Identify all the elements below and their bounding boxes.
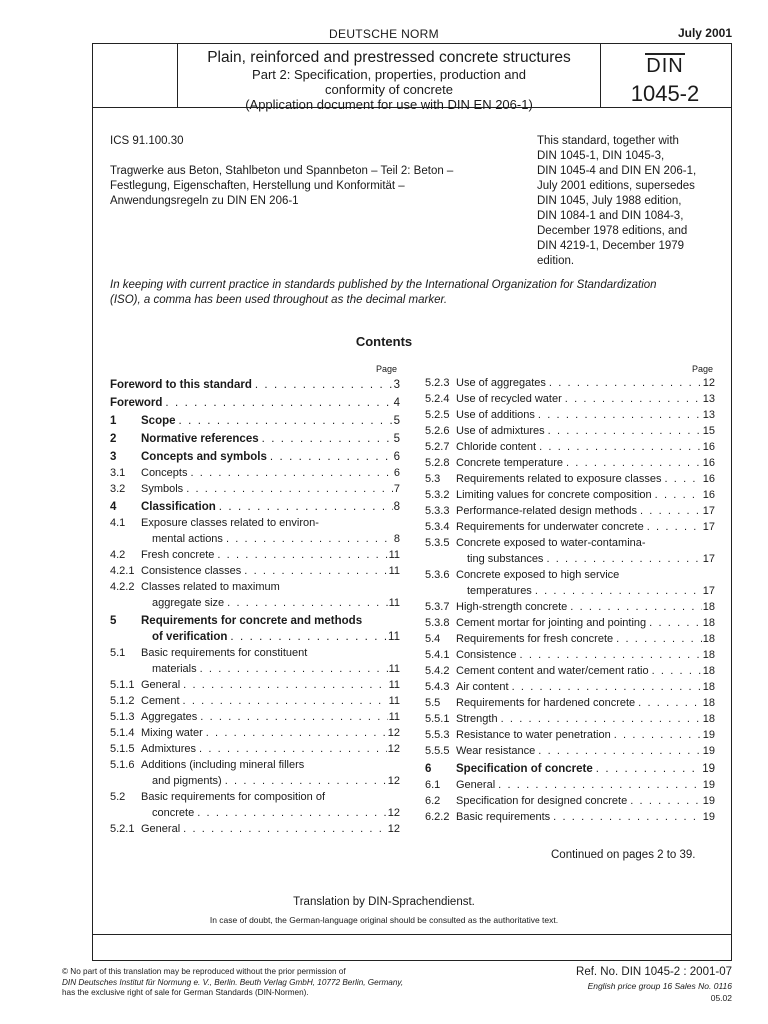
toc-entry-title: Requirements for concrete and methods bbox=[141, 615, 363, 627]
toc-entry-number: 3.1 bbox=[110, 467, 126, 479]
toc-entry-number: 5.1.6 bbox=[110, 759, 135, 771]
toc-page-number: 11 bbox=[388, 695, 400, 707]
toc-leader-dots bbox=[661, 471, 701, 487]
toc-entry-number: 4.2.1 bbox=[110, 565, 135, 577]
toc-entry-number: 5.2.7 bbox=[425, 441, 450, 453]
toc-entry-title: Concrete exposed to high service bbox=[456, 569, 620, 581]
toc-page-number: 17 bbox=[702, 521, 715, 533]
toc-leader-dots bbox=[646, 615, 702, 631]
toc-entry-title: and pigments) bbox=[152, 775, 222, 787]
toc-leader-dots bbox=[644, 519, 702, 535]
toc-entry-number: 5.3 bbox=[425, 473, 441, 485]
toc-entry bbox=[425, 423, 715, 439]
toc-entry-title: Specification for designed concrete bbox=[456, 795, 628, 807]
toc-entry-title: Additions (including mineral fillers bbox=[141, 759, 305, 771]
toc-entry-title: Aggregates bbox=[141, 711, 198, 723]
toc-page-number: 8 bbox=[393, 533, 400, 545]
toc-entry bbox=[425, 391, 715, 407]
toc-leader-dots bbox=[252, 377, 393, 393]
toc-leader-dots bbox=[567, 599, 701, 615]
toc-page-number: 11 bbox=[388, 631, 400, 643]
toc-entry-title: Classification bbox=[141, 501, 216, 513]
toc-entry-number: 5.2.1 bbox=[110, 823, 135, 835]
toc-entry-title: Foreword to this standard bbox=[110, 379, 252, 391]
supersedes-line: edition. bbox=[537, 255, 575, 267]
toc-entry-title: Basic requirements bbox=[456, 811, 551, 823]
toc-entry bbox=[110, 395, 400, 411]
edition-code: 05.02 bbox=[710, 993, 732, 1003]
toc-page-number: 12 bbox=[387, 775, 400, 787]
toc-entry-title: Wear resistance bbox=[456, 745, 536, 757]
toc-page-number: 6 bbox=[393, 467, 400, 479]
toc-entry-title: Resistance to water penetration bbox=[456, 729, 611, 741]
toc-page-number: 8 bbox=[393, 501, 400, 513]
toc-entry bbox=[110, 431, 400, 447]
continued-note: Continued on pages 2 to 39. bbox=[551, 849, 696, 861]
toc-page-number: 11 bbox=[388, 597, 400, 609]
toc-leader-dots bbox=[223, 531, 393, 547]
translation-credit: Translation by DIN-Sprachendienst. bbox=[293, 896, 475, 908]
toc-entry-number: 5.2.3 bbox=[425, 377, 450, 389]
toc-entry-title: Foreword bbox=[110, 397, 163, 409]
toc-page-number: 11 bbox=[388, 565, 400, 577]
supersedes-line: DIN 1045, July 1988 edition, bbox=[537, 195, 682, 207]
toc-page-number: 6 bbox=[393, 451, 400, 463]
toc-entry-title: Use of recycled water bbox=[456, 393, 562, 405]
toc-page-number: 17 bbox=[702, 553, 715, 565]
toc-page-number: 13 bbox=[702, 409, 715, 421]
toc-entry bbox=[425, 471, 715, 487]
toc-entry-title: Use of additions bbox=[456, 409, 535, 421]
decimal-marker-note bbox=[110, 278, 720, 308]
supersedes-line: DIN 4219-1, December 1979 bbox=[537, 240, 685, 252]
toc-page-number: 12 bbox=[387, 743, 400, 755]
toc-leader-dots bbox=[216, 499, 393, 515]
supersedes-line: DIN 1045-4 and DIN EN 206-1, bbox=[537, 165, 697, 177]
toc-leader-dots bbox=[649, 663, 702, 679]
toc-entry bbox=[425, 519, 715, 535]
toc-entry-number: 6.2 bbox=[425, 795, 441, 807]
supersedes-line: DIN 1045-1, DIN 1045-3, bbox=[537, 150, 665, 162]
toc-entry-number: 5.1.1 bbox=[110, 679, 135, 691]
toc-entry-number: 5.4.3 bbox=[425, 681, 450, 693]
toc-entry bbox=[425, 727, 715, 743]
reference-number: Ref. No. DIN 1045-2 : 2001-07 bbox=[576, 966, 732, 978]
toc-entry-number: 5.4 bbox=[425, 633, 441, 645]
toc-entry-title: Symbols bbox=[141, 483, 184, 495]
toc-leader-dots bbox=[536, 439, 702, 455]
toc-entry bbox=[425, 455, 715, 471]
toc-entry-number: 4.1 bbox=[110, 517, 126, 529]
toc-entry bbox=[425, 809, 715, 825]
toc-entry-title: Use of aggregates bbox=[456, 377, 546, 389]
toc-entry-number: 6.1 bbox=[425, 779, 441, 791]
toc-entry-title: of verification bbox=[152, 631, 228, 643]
toc-entry-title: Requirements related to exposure classes bbox=[456, 473, 662, 485]
toc-page-number: 19 bbox=[702, 763, 715, 775]
toc-entry bbox=[425, 567, 715, 599]
toc-entry-title: Exposure classes related to environ- bbox=[141, 517, 319, 529]
toc-page-number: 18 bbox=[702, 697, 715, 709]
toc-entry-number: 6 bbox=[425, 763, 432, 775]
toc-entry-number: 5.3.8 bbox=[425, 617, 450, 629]
toc-page-number: 18 bbox=[702, 681, 715, 693]
toc-right-column bbox=[425, 375, 715, 825]
toc-entry-title: Chloride content bbox=[456, 441, 537, 453]
title-main: Plain, reinforced and prestressed concrete structures bbox=[207, 49, 571, 66]
price-group: English price group 16 Sales No. 0116 bbox=[587, 981, 732, 991]
toc-entry bbox=[425, 793, 715, 809]
toc-leader-dots bbox=[509, 679, 702, 695]
toc-entry-number: 3.2 bbox=[110, 483, 126, 495]
toc-entry bbox=[110, 547, 400, 563]
toc-entry-number: 5.2.8 bbox=[425, 457, 450, 469]
german-title-line: Anwendungsregeln zu DIN EN 206-1 bbox=[110, 195, 299, 207]
toc-leader-dots bbox=[259, 431, 393, 447]
toc-leader-dots bbox=[241, 563, 387, 579]
toc-leader-dots bbox=[593, 761, 701, 777]
toc-entry bbox=[110, 449, 400, 465]
copyright-line: © No part of this translation may be reproduced without the prior permission of bbox=[62, 967, 346, 976]
toc-entry-title: Concrete exposed to water-contamina- bbox=[456, 537, 646, 549]
toc-entry bbox=[110, 563, 400, 579]
toc-entry-number: 5.1.5 bbox=[110, 743, 135, 755]
toc-entry-number: 5.3.6 bbox=[425, 569, 450, 581]
supersedes-line: DIN 1084-1 and DIN 1084-3, bbox=[537, 210, 684, 222]
toc-leader-dots bbox=[214, 547, 387, 563]
toc-leader-dots bbox=[635, 695, 702, 711]
toc-entry-title: Strength bbox=[456, 713, 498, 725]
german-title bbox=[110, 164, 520, 209]
toc-entry-number: 5.2.4 bbox=[425, 393, 450, 405]
toc-entry bbox=[425, 761, 715, 777]
toc-entry-title: Classes related to maximum bbox=[141, 581, 280, 593]
toc-page-number: 5 bbox=[393, 433, 400, 445]
toc-entry bbox=[425, 599, 715, 615]
toc-page-number: 18 bbox=[702, 649, 715, 661]
toc-page-number: 18 bbox=[702, 617, 715, 629]
toc-entry-number: 5 bbox=[110, 615, 117, 627]
toc-entry bbox=[425, 663, 715, 679]
toc-entry-title: Air content bbox=[456, 681, 509, 693]
toc-entry bbox=[110, 741, 400, 757]
toc-entry bbox=[110, 377, 400, 393]
toc-leader-dots bbox=[550, 809, 702, 825]
toc-page-number: 19 bbox=[702, 811, 715, 823]
toc-entry bbox=[425, 679, 715, 695]
toc-page-number: 12 bbox=[387, 823, 400, 835]
toc-entry-title: Normative references bbox=[141, 433, 259, 445]
toc-leader-dots bbox=[196, 741, 387, 757]
toc-entry bbox=[425, 695, 715, 711]
toc-entry-title: Requirements for underwater concrete bbox=[456, 521, 644, 533]
toc-entry-title: Concepts and symbols bbox=[141, 451, 267, 463]
ics-code: ICS 91.100.30 bbox=[110, 135, 184, 147]
toc-entry-title: Concrete temperature bbox=[456, 457, 563, 469]
toc-left-column bbox=[110, 375, 400, 837]
doubt-note: In case of doubt, the German-language original should be consulted as the authoritative text. bbox=[209, 915, 559, 925]
toc-entry bbox=[110, 515, 400, 547]
toc-page-number: 16 bbox=[702, 441, 715, 453]
toc-leader-dots bbox=[162, 395, 392, 411]
toc-page-number: 17 bbox=[702, 505, 715, 517]
toc-entry-title: Use of admixtures bbox=[456, 425, 545, 437]
toc-entry-number: 5.1.2 bbox=[110, 695, 135, 707]
toc-entry-number: 5.1.3 bbox=[110, 711, 135, 723]
german-title-line: Tragwerke aus Beton, Stahlbeton und Spannbeton – Teil 2: Beton – bbox=[110, 165, 454, 177]
toc-entry bbox=[110, 693, 400, 709]
toc-leader-dots bbox=[532, 583, 702, 599]
toc-leader-dots bbox=[197, 709, 387, 725]
toc-entry-title: General bbox=[141, 679, 181, 691]
toc-leader-dots bbox=[652, 487, 702, 503]
copyright-line: has the exclusive right of sale for German Standards (DIN-Normen). bbox=[62, 988, 309, 997]
toc-entry-title: Requirements for hardened concrete bbox=[456, 697, 636, 709]
toc-entry-number: 4.2.2 bbox=[110, 581, 135, 593]
toc-entry bbox=[110, 481, 400, 497]
din-logo-text: DIN bbox=[646, 55, 684, 77]
toc-entry-number: 4 bbox=[110, 501, 117, 513]
toc-leader-dots bbox=[176, 413, 393, 429]
toc-leader-dots bbox=[546, 375, 702, 391]
toc-entry-title: Scope bbox=[141, 415, 176, 427]
toc-entry bbox=[425, 615, 715, 631]
toc-leader-dots bbox=[180, 677, 387, 693]
toc-entry-title: Consistence classes bbox=[141, 565, 242, 577]
toc-entry-number: 5.5.5 bbox=[425, 745, 450, 757]
toc-entry-title: General bbox=[456, 779, 496, 791]
toc-leader-dots bbox=[180, 821, 387, 837]
page-label-left: Page bbox=[376, 364, 398, 374]
toc-entry bbox=[425, 711, 715, 727]
toc-leader-dots bbox=[545, 423, 702, 439]
toc-entry-title: Fresh concrete bbox=[141, 549, 215, 561]
document-title bbox=[182, 48, 596, 112]
toc-leader-dots bbox=[535, 407, 702, 423]
toc-page-number: 13 bbox=[702, 393, 715, 405]
toc-leader-dots bbox=[197, 661, 388, 677]
toc-entry-number: 5.5.3 bbox=[425, 729, 450, 741]
toc-entry bbox=[425, 631, 715, 647]
toc-page-number: 12 bbox=[387, 727, 400, 739]
note-line: (ISO), a comma has been used throughout as the decimal marker. bbox=[110, 294, 448, 306]
toc-entry bbox=[110, 677, 400, 693]
toc-entry-title: ting substances bbox=[467, 553, 544, 565]
toc-entry-number: 5.5 bbox=[425, 697, 441, 709]
toc-leader-dots bbox=[203, 725, 387, 741]
standard-type: DEUTSCHE NORM bbox=[329, 27, 439, 41]
toc-entry-number: 3 bbox=[110, 451, 117, 463]
toc-leader-dots bbox=[627, 793, 702, 809]
toc-entry-number: 5.3.7 bbox=[425, 601, 450, 613]
toc-entry-title: Limiting values for concrete composition bbox=[456, 489, 652, 501]
toc-entry bbox=[110, 725, 400, 741]
toc-page-number: 17 bbox=[702, 585, 715, 597]
toc-entry-title: Basic requirements for constituent bbox=[141, 647, 308, 659]
toc-entry-number: 5.4.1 bbox=[425, 649, 450, 661]
toc-entry bbox=[110, 613, 400, 645]
title-left-divider bbox=[177, 43, 178, 107]
toc-entry-title: Concepts bbox=[141, 467, 188, 479]
toc-page-number: 15 bbox=[702, 425, 715, 437]
toc-entry-title: Cement bbox=[141, 695, 180, 707]
toc-entry bbox=[110, 579, 400, 611]
toc-entry-title: materials bbox=[152, 663, 197, 675]
toc-page-number: 19 bbox=[702, 745, 715, 757]
toc-entry-number: 5.4.2 bbox=[425, 665, 450, 677]
toc-entry-number: 5.3.5 bbox=[425, 537, 450, 549]
toc-entry-number: 5.1 bbox=[110, 647, 126, 659]
toc-entry-number: 5.5.1 bbox=[425, 713, 450, 725]
toc-entry-number: 5.3.2 bbox=[425, 489, 450, 501]
toc-leader-dots bbox=[543, 551, 701, 567]
copyright-line: DIN Deutsches Institut für Normung e. V., Berlin. Beuth Verlag GmbH, 10772 Berlin, Germany, bbox=[62, 977, 404, 987]
toc-entry bbox=[110, 709, 400, 725]
toc-page-number: 18 bbox=[702, 633, 715, 645]
toc-page-number: 19 bbox=[702, 729, 715, 741]
toc-entry bbox=[110, 465, 400, 481]
publication-date: July 2001 bbox=[677, 26, 732, 40]
title-sub-2: conformity of concrete bbox=[325, 82, 453, 97]
toc-entry-title: Basic requirements for composition of bbox=[141, 791, 326, 803]
toc-leader-dots bbox=[517, 647, 702, 663]
toc-page-number: 16 bbox=[702, 473, 715, 485]
toc-entry-number: 6.2.2 bbox=[425, 811, 450, 823]
supersedes-note bbox=[537, 134, 722, 269]
toc-entry bbox=[110, 499, 400, 515]
toc-entry-title: aggregate size bbox=[152, 597, 225, 609]
toc-page-number: 18 bbox=[702, 665, 715, 677]
title-sub-1: Part 2: Specification, properties, production and bbox=[252, 67, 526, 82]
supersedes-line: This standard, together with bbox=[537, 135, 679, 147]
supersedes-line: July 2001 editions, supersedes bbox=[537, 180, 695, 192]
toc-entry-title: High-strength concrete bbox=[456, 601, 568, 613]
toc-page-number: 11 bbox=[388, 679, 400, 691]
toc-entry-number: 2 bbox=[110, 433, 117, 445]
toc-page-number: 18 bbox=[702, 713, 715, 725]
toc-leader-dots bbox=[180, 693, 388, 709]
toc-entry-number: 5.1.4 bbox=[110, 727, 135, 739]
toc-page-number: 19 bbox=[702, 795, 715, 807]
din-logo bbox=[609, 53, 721, 77]
toc-page-number: 4 bbox=[393, 397, 400, 409]
toc-entry-number: 5.2.6 bbox=[425, 425, 450, 437]
note-line: In keeping with current practice in standards published by the International Organization for Standardization bbox=[110, 279, 657, 291]
toc-entry bbox=[425, 375, 715, 391]
toc-page-number: 16 bbox=[702, 489, 715, 501]
toc-page-number: 11 bbox=[388, 711, 400, 723]
toc-leader-dots bbox=[224, 595, 387, 611]
bottom-divider bbox=[92, 934, 732, 935]
toc-entry bbox=[425, 777, 715, 793]
toc-entry bbox=[425, 647, 715, 663]
din-number: 1045-2 bbox=[630, 81, 700, 106]
toc-entry bbox=[110, 645, 400, 677]
toc-entry-number: 5.3.4 bbox=[425, 521, 450, 533]
toc-entry-title: Mixing water bbox=[141, 727, 203, 739]
toc-leader-dots bbox=[222, 773, 387, 789]
toc-leader-dots bbox=[267, 449, 393, 465]
toc-leader-dots bbox=[187, 465, 392, 481]
toc-leader-dots bbox=[495, 777, 702, 793]
toc-entry bbox=[425, 743, 715, 759]
toc-page-number: 11 bbox=[388, 549, 400, 561]
toc-entry-number: 5.2 bbox=[110, 791, 126, 803]
toc-entry bbox=[110, 413, 400, 429]
toc-leader-dots bbox=[535, 743, 701, 759]
page-label-right: Page bbox=[692, 364, 714, 374]
toc-entry bbox=[425, 439, 715, 455]
toc-leader-dots bbox=[563, 455, 702, 471]
title-right-divider bbox=[600, 43, 601, 107]
toc-entry-title: concrete bbox=[152, 807, 195, 819]
toc-page-number: 12 bbox=[387, 807, 400, 819]
toc-entry-number: 4.2 bbox=[110, 549, 126, 561]
german-title-line: Festlegung, Eigenschaften, Herstellung und Konformität – bbox=[110, 180, 405, 192]
toc-leader-dots bbox=[194, 805, 387, 821]
toc-leader-dots bbox=[227, 629, 387, 645]
toc-page-number: 18 bbox=[702, 601, 715, 613]
toc-leader-dots bbox=[611, 727, 702, 743]
copyright-notice bbox=[62, 967, 502, 999]
toc-entry bbox=[110, 789, 400, 821]
toc-leader-dots bbox=[498, 711, 702, 727]
toc-entry bbox=[425, 535, 715, 567]
toc-leader-dots bbox=[637, 503, 702, 519]
toc-leader-dots bbox=[613, 631, 702, 647]
title-sub-3: (Application document for use with DIN EN 206-1) bbox=[245, 97, 533, 112]
toc-entry-title: Requirements for fresh concrete bbox=[456, 633, 614, 645]
toc-page-number: 11 bbox=[388, 663, 400, 675]
toc-entry-title: temperatures bbox=[467, 585, 532, 597]
supersedes-line: December 1978 editions, and bbox=[537, 225, 688, 237]
contents-heading: Contents bbox=[355, 334, 413, 349]
toc-page-number: 7 bbox=[393, 483, 400, 495]
toc-page-number: 5 bbox=[393, 415, 400, 427]
toc-entry-title: Specification of concrete bbox=[456, 763, 593, 775]
toc-entry-title: mental actions bbox=[152, 533, 223, 545]
toc-entry bbox=[110, 821, 400, 837]
toc-entry bbox=[110, 757, 400, 789]
toc-entry-title: Cement content and water/cement ratio bbox=[456, 665, 649, 677]
toc-entry-number: 5.2.5 bbox=[425, 409, 450, 421]
toc-entry-title: Consistence bbox=[456, 649, 517, 661]
toc-page-number: 16 bbox=[702, 457, 715, 469]
toc-leader-dots bbox=[562, 391, 702, 407]
toc-entry bbox=[425, 503, 715, 519]
toc-entry-title: Cement mortar for jointing and pointing bbox=[456, 617, 647, 629]
toc-entry bbox=[425, 487, 715, 503]
toc-leader-dots bbox=[183, 481, 393, 497]
toc-entry-number: 5.3.3 bbox=[425, 505, 450, 517]
toc-entry bbox=[425, 407, 715, 423]
toc-entry-title: Performance-related design methods bbox=[456, 505, 637, 517]
toc-page-number: 19 bbox=[702, 779, 715, 791]
toc-page-number: 12 bbox=[702, 377, 715, 389]
toc-entry-title: Admixtures bbox=[141, 743, 197, 755]
toc-entry-number: 1 bbox=[110, 415, 117, 427]
toc-entry-title: General bbox=[141, 823, 181, 835]
toc-page-number: 3 bbox=[393, 379, 400, 391]
